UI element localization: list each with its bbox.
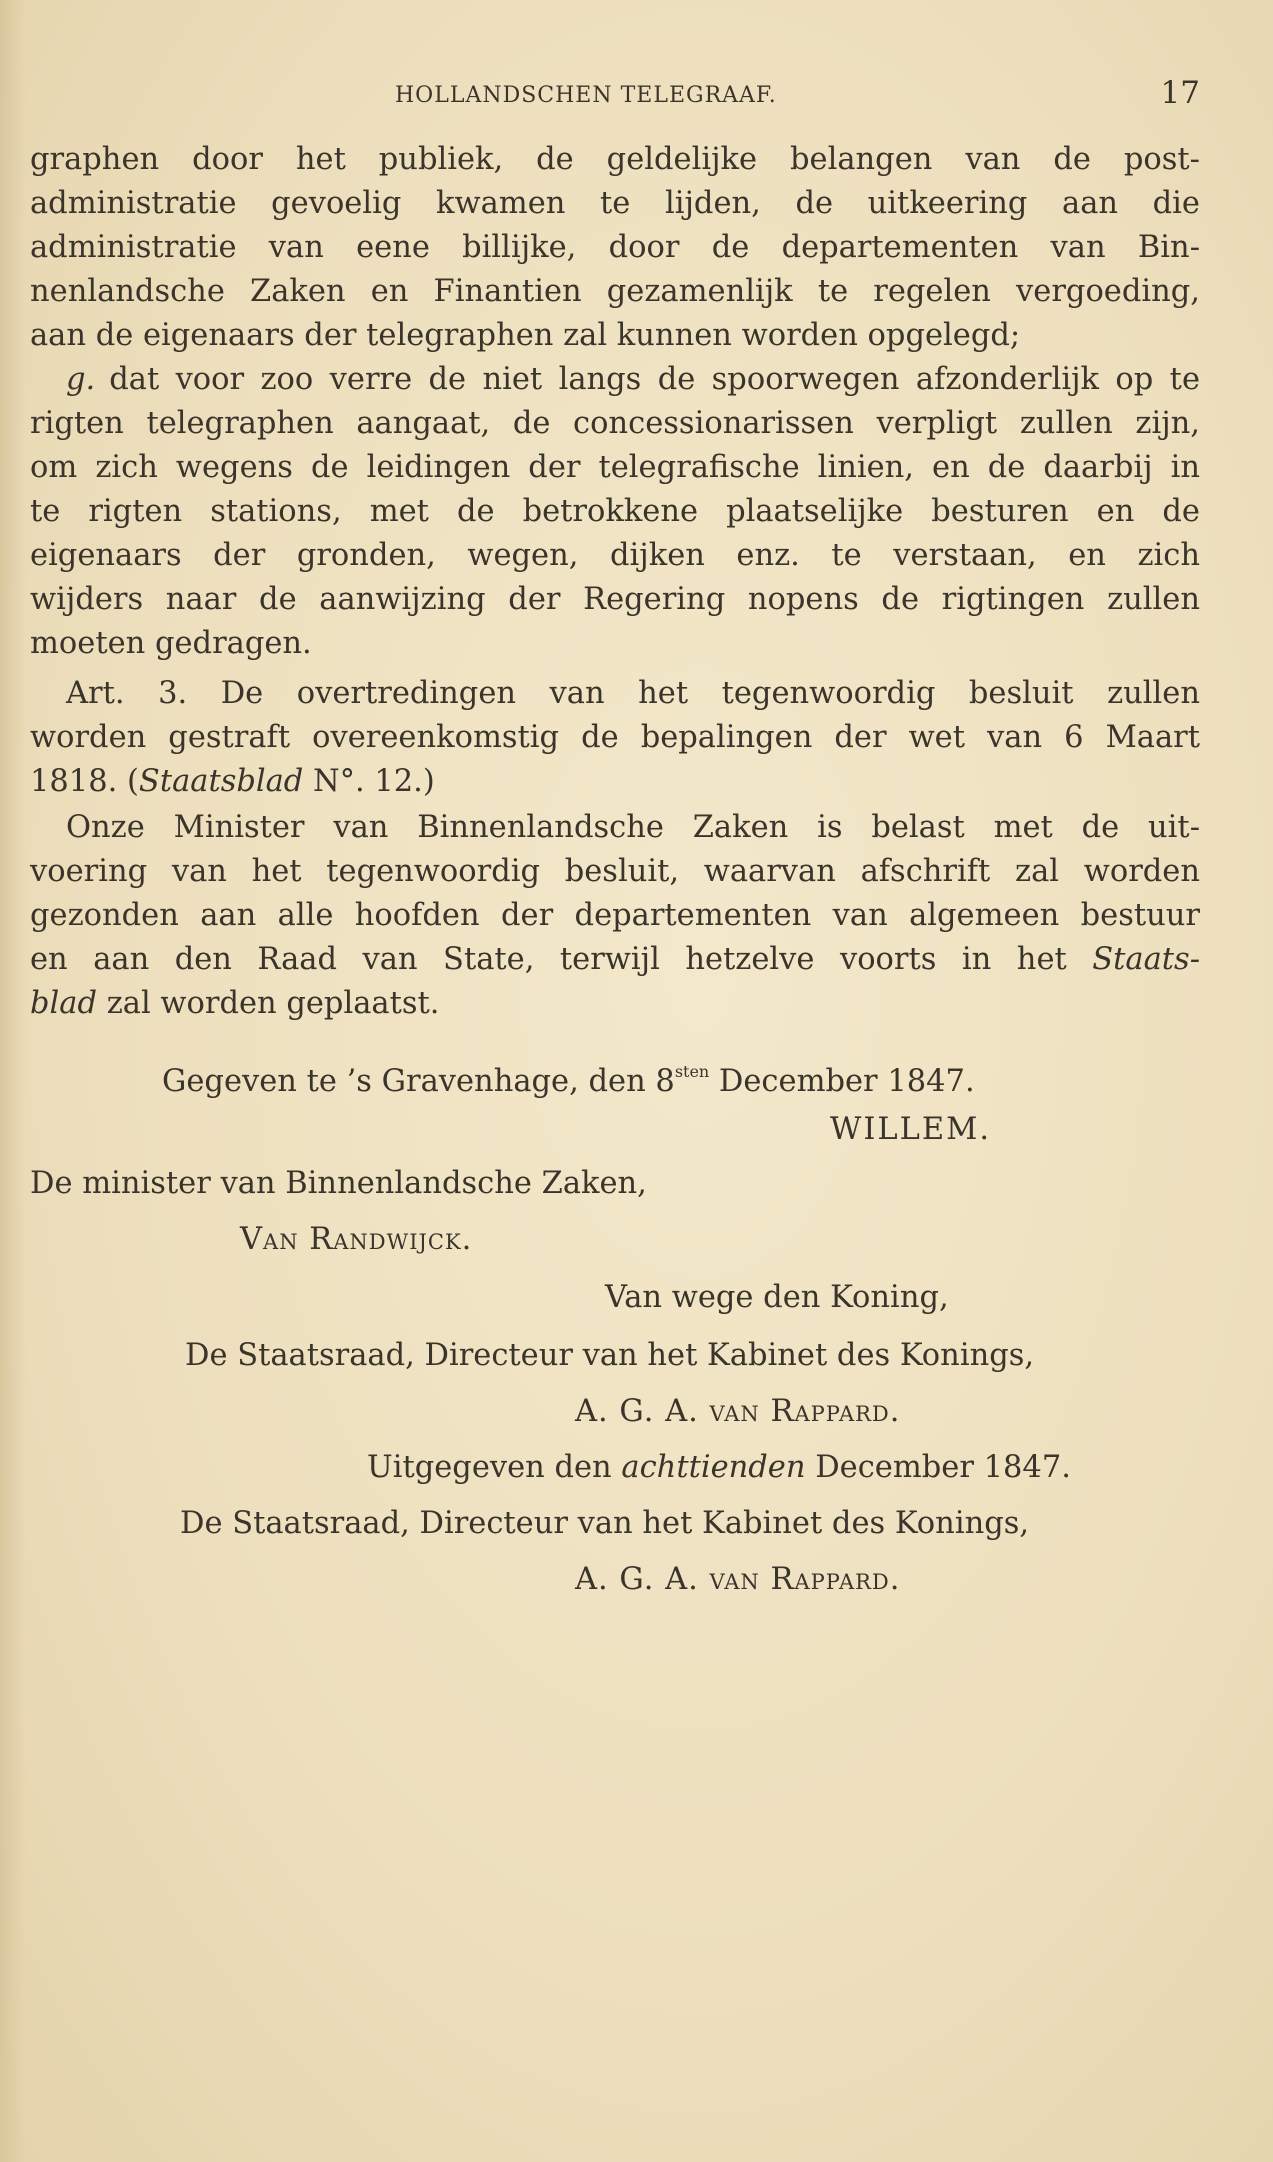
page-header: [30, 75, 1200, 115]
text-line: dat voor zoo verre de niet langs de spoorwegen afzonderlijk op te: [109, 362, 1200, 397]
rappard-signature: A. G. A. van Rappard.: [575, 1562, 901, 1597]
text-line: administratie gevoelig kwamen te lijden, de uitkeering aan die: [30, 186, 1200, 221]
italic-span: Staats-: [1092, 942, 1200, 977]
text-line: [30, 938, 1200, 982]
text-line: [30, 982, 439, 1026]
uitgegeven-line: [367, 1446, 1071, 1490]
clause-label: g.: [66, 362, 96, 397]
van-wege-line: Van wege den Koning,: [605, 1280, 949, 1315]
text-line: rigten telegraphen aangaat, de concessionarissen verpligt zullen zijn,: [30, 406, 1200, 441]
text-line: gezonden aan alle hoofden der departementen van algemeen bestuur: [30, 898, 1200, 933]
superscript: sten: [674, 1062, 710, 1081]
text-line: voering van het tegenwoordig besluit, waarvan afschrift zal worden: [30, 854, 1200, 889]
date-line: [162, 1050, 975, 1104]
staatsraad-line: De Staatsraad, Directeur van het Kabinet des Konings,: [185, 1338, 1035, 1373]
staatsraad-line: De Staatsraad, Directeur van het Kabinet des Konings,: [180, 1506, 1030, 1541]
minister-title: De minister van Binnenlandsche Zaken,: [30, 1166, 647, 1201]
text-span: Gegeven te ’s Gravenhage, den 8: [162, 1064, 675, 1099]
page-number: 17: [1160, 75, 1200, 111]
text-line: administratie van eene billijke, door de departementen van Bin-: [30, 230, 1200, 265]
text-span: December 1847.: [709, 1064, 975, 1099]
article-heading-line: Art. 3. De overtredingen van het tegenwoordig besluit zullen: [66, 676, 1200, 711]
text-span: zal worden geplaatst.: [97, 986, 440, 1021]
minister-name: Van Randwijck.: [240, 1222, 473, 1257]
text-line: aan de eigenaars der telegraphen zal kunnen worden opgelegd;: [30, 318, 1021, 353]
text-line: wijders naar de aanwijzing der Regering nopens de rigtingen zullen: [30, 582, 1200, 617]
rappard-signature: A. G. A. van Rappard.: [575, 1394, 901, 1429]
italic-span: achttienden: [621, 1450, 806, 1485]
text-span: N°. 12.): [303, 764, 435, 799]
clause-g-first-line: [66, 358, 1200, 402]
text-line: moeten gedragen.: [30, 626, 312, 661]
text-line: te rigten stations, met de betrokkene plaatselijke besturen en de: [30, 494, 1200, 529]
text-span: Uitgegeven den: [367, 1450, 622, 1485]
italic-span: blad: [30, 986, 97, 1021]
text-line: eigenaars der gronden, wegen, dijken enz. te verstaan, en zich: [30, 538, 1200, 573]
text-line: nenlandsche Zaken en Finantien gezamenlijk te regelen vergoeding,: [30, 274, 1200, 309]
running-head: HOLLANDSCHEN TELEGRAAF.: [395, 83, 777, 108]
text-line: graphen door het publiek, de geldelijke belangen van de post-: [30, 142, 1200, 177]
text-line: Onze Minister van Binnenlandsche Zaken is belast met de uit-: [66, 810, 1200, 845]
text-line: om zich wegens de leidingen der telegrafische linien, en de daarbij in: [30, 450, 1200, 485]
text-line: worden gestraft overeenkomstig de bepalingen der wet van 6 Maart: [30, 720, 1200, 755]
text-span: 1818. (: [30, 764, 139, 799]
text-span: en aan den Raad van State, terwijl hetzelve voorts in het: [30, 942, 1093, 977]
italic-span: Staatsblad: [138, 764, 304, 799]
text-line: [30, 760, 435, 804]
text-span: December 1847.: [805, 1450, 1071, 1485]
king-signature: WILLEM.: [830, 1112, 992, 1147]
